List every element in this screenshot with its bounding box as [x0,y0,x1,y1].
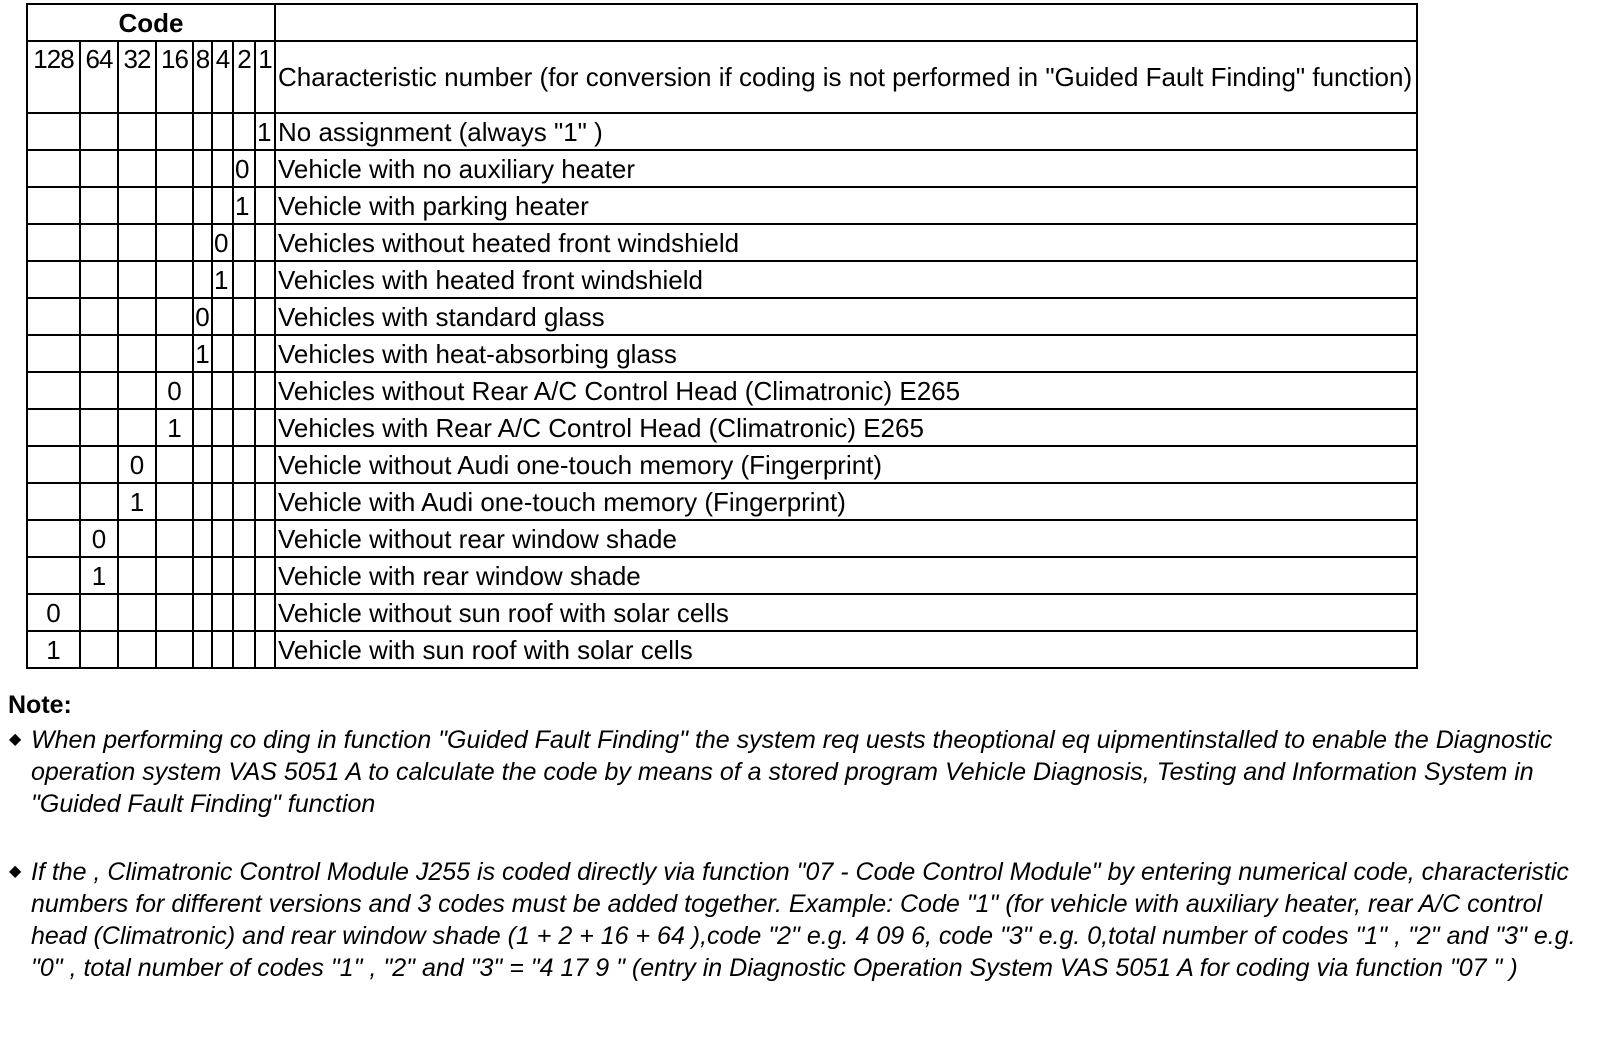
empty-cell [233,594,255,631]
code-value: 1 [233,187,255,224]
empty-cell [80,150,118,187]
empty-cell [80,261,118,298]
empty-cell [212,372,233,409]
empty-cell [255,224,275,261]
table-row [27,150,1417,187]
empty-cell [27,372,80,409]
empty-cell [212,298,233,335]
header-empty-cell [275,4,1417,41]
empty-cell [212,483,233,520]
empty-cell [193,372,212,409]
empty-cell [193,150,212,187]
code-value: 0 [156,372,193,409]
table-row [27,557,1417,594]
empty-cell [193,594,212,631]
empty-cell [80,113,118,150]
empty-cell [255,335,275,372]
bullet-diamond-icon: ◆ [9,863,22,880]
note-bullet-text: If the , Climatronic Control Module J255 is coded directly via function "07 - Code Control Module" by entering numerical code, characteristic numbers for different versions and 3 codes must be added together. Example: Code "1" (for vehicle with auxiliary heater, rear A/C control head (Climatronic) and rear window shade (1 + 2 + 16 + 64 ),code "2" e.g. 4 09 6, code "3" e.g. 0,total number of codes "1" , "2" and "3" e.g. "0" , total number of codes "1" , "2" and "3" = "4 17 9 " (entry in Diagnostic Operation System VAS 5051 A for coding via function "07 " ) [31,858,1576,982]
empty-cell [212,335,233,372]
empty-cell [80,187,118,224]
row-description: Vehicle with sun roof with solar cells [275,631,1417,668]
table-row [27,631,1417,668]
table-row [27,113,1417,150]
empty-cell [27,187,80,224]
note-bullet-1 [8,724,1588,820]
empty-cell [255,631,275,668]
bit-label-64: 64 [80,41,118,113]
note-bullet-text: When performing co ding in function "Guided Fault Finding" the system req uests theoptional eq uipmentinstalled to enable the Diagnostic operation system VAS 5051 A to calculate the code by means of a stored program Vehicle Diagnosis, Testing and Information System in "Guided Fault Finding" function [31,726,1553,818]
empty-cell [233,409,255,446]
empty-cell [255,372,275,409]
empty-cell [27,150,80,187]
empty-cell [193,520,212,557]
empty-cell [212,113,233,150]
empty-cell [193,224,212,261]
table-row [27,483,1417,520]
row-description: Vehicles with heat-absorbing glass [275,335,1417,372]
code-value: 0 [80,520,118,557]
empty-cell [233,557,255,594]
empty-cell [27,483,80,520]
empty-cell [156,113,193,150]
empty-cell [233,224,255,261]
empty-cell [212,520,233,557]
code-header: Code [27,4,275,41]
table-row [27,409,1417,446]
empty-cell [156,483,193,520]
empty-cell [27,335,80,372]
row-description: Vehicle with Audi one-touch memory (Fingerprint) [275,483,1417,520]
code-value: 1 [212,261,233,298]
empty-cell [156,261,193,298]
empty-cell [156,520,193,557]
empty-cell [27,446,80,483]
empty-cell [118,261,156,298]
row-description: No assignment (always "1" ) [275,113,1417,150]
empty-cell [233,298,255,335]
empty-cell [193,261,212,298]
bit-label-128: 128 [27,41,80,113]
empty-cell [212,409,233,446]
row-description: Vehicles with standard glass [275,298,1417,335]
empty-cell [118,409,156,446]
empty-cell [255,520,275,557]
empty-cell [80,409,118,446]
empty-cell [156,298,193,335]
empty-cell [118,594,156,631]
table-row [27,594,1417,631]
empty-cell [27,298,80,335]
row-description: Vehicle without rear window shade [275,520,1417,557]
code-value: 1 [255,113,275,150]
empty-cell [255,187,275,224]
table-row [27,298,1417,335]
empty-cell [156,631,193,668]
empty-cell [156,594,193,631]
empty-cell [156,150,193,187]
code-value: 0 [193,298,212,335]
code-value: 1 [156,409,193,446]
empty-cell [193,483,212,520]
empty-cell [118,187,156,224]
empty-cell [80,224,118,261]
bit-label-1: 1 [255,41,275,113]
table-row [27,335,1417,372]
empty-cell [27,557,80,594]
code-value: 1 [80,557,118,594]
empty-cell [212,631,233,668]
empty-cell [212,187,233,224]
empty-cell [80,594,118,631]
empty-cell [233,113,255,150]
bit-label-8: 8 [193,41,212,113]
empty-cell [255,594,275,631]
empty-cell [80,631,118,668]
row-description: Vehicle with rear window shade [275,557,1417,594]
empty-cell [27,409,80,446]
code-value: 0 [27,594,80,631]
empty-cell [156,557,193,594]
empty-cell [80,335,118,372]
table-header-row [27,4,1417,41]
empty-cell [118,298,156,335]
empty-cell [233,261,255,298]
empty-cell [27,261,80,298]
empty-cell [80,483,118,520]
row-description: Vehicles without heated front windshield [275,224,1417,261]
bit-label-row [27,41,1417,113]
row-description: Vehicles without Rear A/C Control Head (Climatronic) E265 [275,372,1417,409]
code-value: 0 [233,150,255,187]
code-value: 0 [118,446,156,483]
empty-cell [255,483,275,520]
note-section [8,690,1588,984]
bit-label-32: 32 [118,41,156,113]
code-value: 0 [212,224,233,261]
empty-cell [193,557,212,594]
empty-cell [27,520,80,557]
empty-cell [212,557,233,594]
empty-cell [255,298,275,335]
empty-cell [118,224,156,261]
empty-cell [156,446,193,483]
empty-cell [118,631,156,668]
empty-cell [80,372,118,409]
table-row [27,446,1417,483]
empty-cell [193,409,212,446]
table-row [27,520,1417,557]
empty-cell [118,150,156,187]
bit-label-2: 2 [233,41,255,113]
empty-cell [255,261,275,298]
code-value: 1 [27,631,80,668]
empty-cell [80,446,118,483]
empty-cell [156,187,193,224]
empty-cell [233,372,255,409]
table-row [27,261,1417,298]
empty-cell [233,520,255,557]
empty-cell [212,446,233,483]
empty-cell [212,594,233,631]
empty-cell [27,224,80,261]
bullet-diamond-icon: ◆ [9,731,22,748]
empty-cell [255,409,275,446]
empty-cell [255,446,275,483]
empty-cell [212,150,233,187]
empty-cell [118,557,156,594]
row-description: Vehicles with heated front windshield [275,261,1417,298]
empty-cell [80,298,118,335]
bit-label-4: 4 [212,41,233,113]
characteristic-number-description: Characteristic number (for conversion if coding is not performed in "Guided Fault Finding" function) [275,41,1417,113]
row-description: Vehicle without Audi one-touch memory (Fingerprint) [275,446,1417,483]
code-value: 1 [193,335,212,372]
empty-cell [118,520,156,557]
coding-table [26,3,1418,669]
empty-cell [193,446,212,483]
empty-cell [156,335,193,372]
table-row [27,187,1417,224]
table-row [27,224,1417,261]
empty-cell [233,631,255,668]
bit-label-16: 16 [156,41,193,113]
empty-cell [255,150,275,187]
empty-cell [233,335,255,372]
empty-cell [118,372,156,409]
empty-cell [193,113,212,150]
table-row [27,372,1417,409]
empty-cell [118,113,156,150]
empty-cell [193,631,212,668]
empty-cell [193,187,212,224]
row-description: Vehicle with no auxiliary heater [275,150,1417,187]
row-description: Vehicles with Rear A/C Control Head (Climatronic) E265 [275,409,1417,446]
empty-cell [255,557,275,594]
row-description: Vehicle with parking heater [275,187,1417,224]
code-value: 1 [118,483,156,520]
note-bullet-2 [8,856,1588,984]
empty-cell [233,446,255,483]
empty-cell [118,335,156,372]
note-title: Note: [8,691,72,719]
empty-cell [156,224,193,261]
empty-cell [27,113,80,150]
empty-cell [233,483,255,520]
row-description: Vehicle without sun roof with solar cells [275,594,1417,631]
